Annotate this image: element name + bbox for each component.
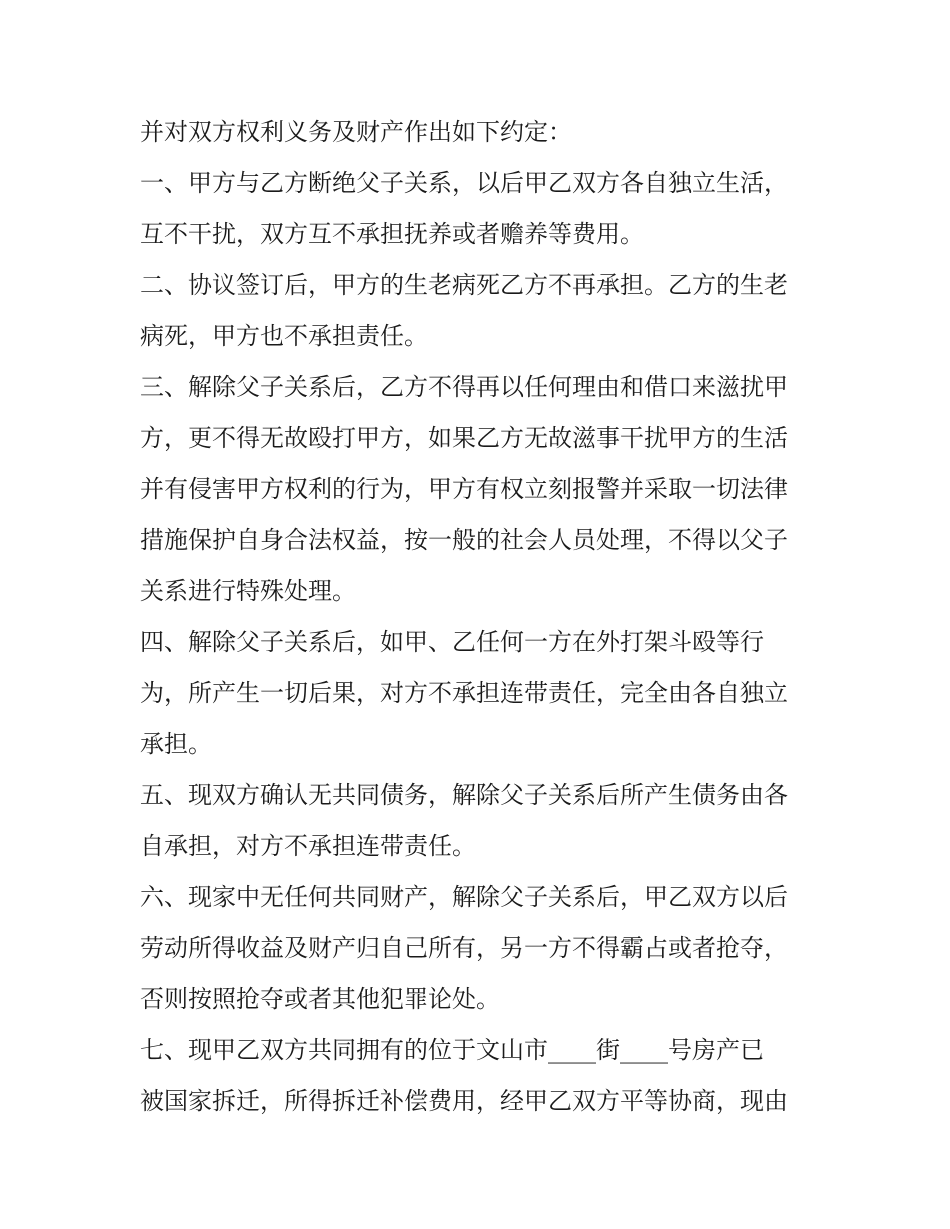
text-line: 二、协议签订后，甲方的生老病死乙方不再承担。乙方的生老	[140, 271, 788, 299]
text-line: 五、现双方确认无共同债务，解除父子关系后所产生债务由各	[140, 781, 788, 809]
text-line: 并有侵害甲方权利的行为，甲方有权立刻报警并采取一切法律	[140, 475, 788, 503]
text-line: 病死，甲方也不承担责任。	[140, 322, 428, 350]
text-line: 否则按照抢夺或者其他犯罪论处。	[140, 985, 500, 1013]
text-line: 方，更不得无故殴打甲方，如果乙方无故滋事干扰甲方的生活	[140, 424, 788, 452]
text-line: 互不干扰，双方互不承担抚养或者赡养等费用。	[140, 220, 644, 248]
text-line: 为，所产生一切后果，对方不承担连带责任，完全由各自独立	[140, 679, 788, 707]
text-line: 三、解除父子关系后，乙方不得再以任何理由和借口来滋扰甲	[140, 373, 788, 401]
text-line: 承担。	[140, 730, 212, 758]
text-line: 并对双方权利义务及财产作出如下约定：	[140, 118, 572, 146]
text-line: 关系进行特殊处理。	[140, 577, 356, 605]
agreement-body-text	[140, 107, 830, 1127]
text-line: 六、现家中无任何共同财产，解除父子关系后，甲乙双方以后	[140, 883, 788, 911]
text-line: 四、解除父子关系后，如甲、乙任何一方在外打架斗殴等行	[140, 628, 764, 656]
text-line: 劳动所得收益及财产归自己所有，另一方不得霸占或者抢夺，	[140, 934, 788, 962]
text-line: 七、现甲乙双方共同拥有的位于文山市____街____号房产已	[140, 1036, 764, 1064]
text-line: 一、甲方与乙方断绝父子关系，以后甲乙双方各自独立生活，	[140, 169, 788, 197]
text-line: 被国家拆迁，所得拆迁补偿费用，经甲乙双方平等协商，现由	[140, 1087, 788, 1115]
text-line: 措施保护自身合法权益，按一般的社会人员处理，不得以父子	[140, 526, 788, 554]
text-line: 自承担，对方不承担连带责任。	[140, 832, 476, 860]
